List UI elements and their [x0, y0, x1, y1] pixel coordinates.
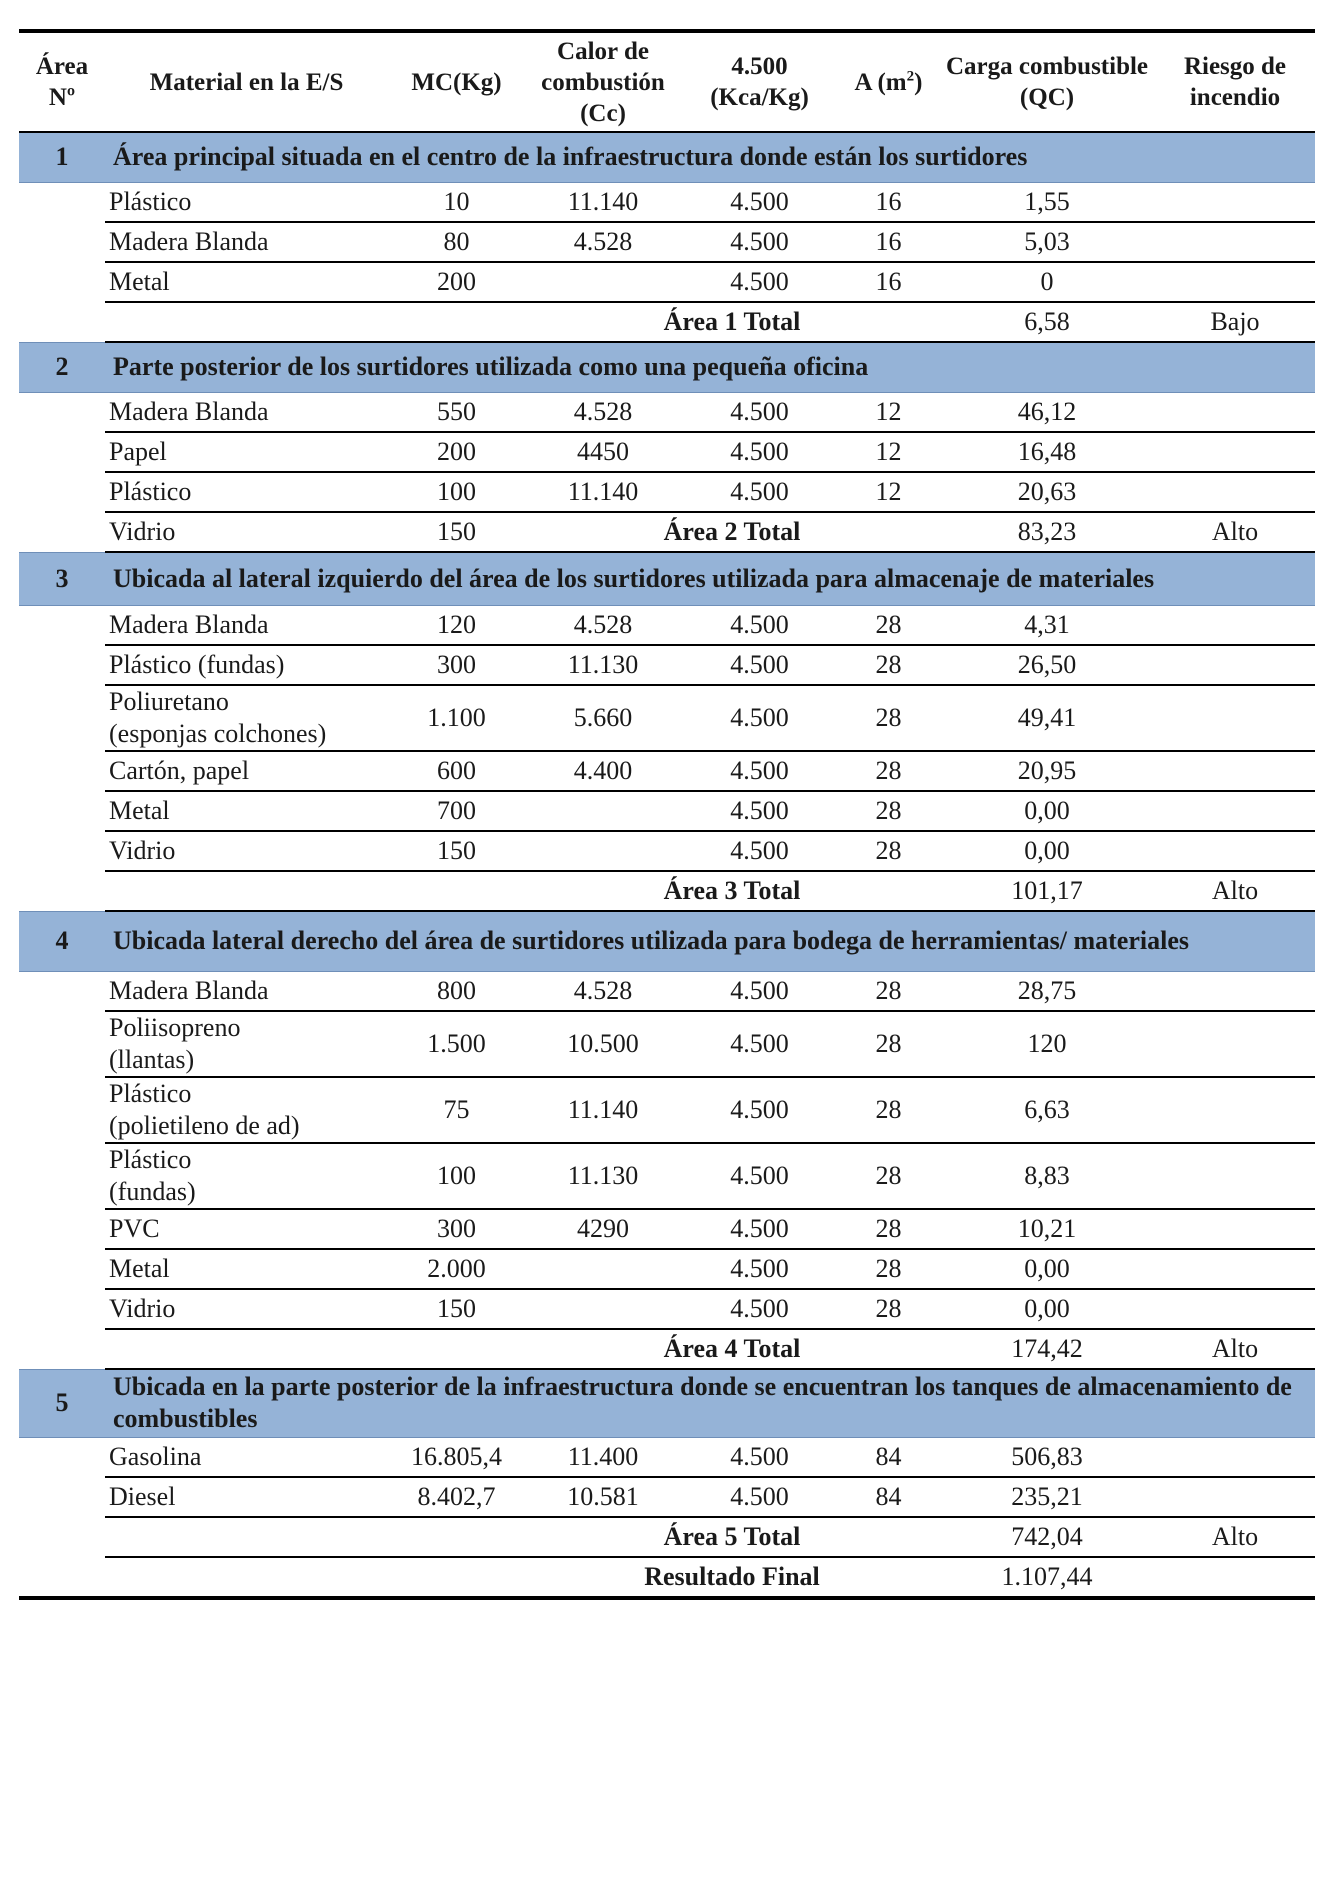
row-kca: 4.500: [681, 1077, 838, 1143]
row-a: 28: [838, 1249, 939, 1289]
row-empty-area: [19, 751, 105, 791]
row-material-line-2: (polietileno de ad): [109, 1111, 300, 1140]
total-mc: [388, 1329, 525, 1369]
row-material-line-2: (esponjas colchones): [109, 719, 327, 748]
area-total-value: 742,04: [939, 1517, 1155, 1557]
total-mc: [388, 302, 525, 342]
row-cc: 10.500: [525, 1011, 681, 1077]
row-material-line: PVC: [109, 1214, 160, 1243]
table-row: [19, 831, 1315, 871]
row-cc: 11.130: [525, 1143, 681, 1209]
row-kca: 4.500: [681, 392, 838, 432]
area-total-value: 83,23: [939, 512, 1155, 552]
row-qc: 0: [939, 262, 1155, 302]
total-material: [105, 302, 388, 342]
total-material: Vidrio: [105, 512, 388, 552]
row-qc: 26,50: [939, 645, 1155, 685]
row-mc: 800: [388, 971, 525, 1011]
row-material-line-2: (llantas): [109, 1045, 195, 1074]
total-material: [105, 1517, 388, 1557]
row-riesgo: [1155, 1209, 1315, 1249]
row-riesgo: [1155, 1477, 1315, 1517]
row-riesgo: [1155, 182, 1315, 222]
row-mc: 300: [388, 645, 525, 685]
row-riesgo: [1155, 472, 1315, 512]
row-material: [105, 1289, 388, 1329]
row-qc: 28,75: [939, 971, 1155, 1011]
row-kca: 4.500: [681, 685, 838, 751]
row-material-line: Poliisopreno: [109, 1013, 241, 1042]
table-row: [19, 262, 1315, 302]
row-cc: [525, 262, 681, 302]
table-row: [19, 1437, 1315, 1477]
area-risk: Alto: [1155, 512, 1315, 552]
row-riesgo: [1155, 1437, 1315, 1477]
row-material-line: Plástico: [109, 1079, 192, 1108]
row-material-line: Madera Blanda: [109, 227, 269, 256]
row-mc: 1.100: [388, 685, 525, 751]
row-empty-area: [19, 392, 105, 432]
row-kca: 4.500: [681, 791, 838, 831]
row-cc: 5.660: [525, 685, 681, 751]
table-row: [19, 182, 1315, 222]
row-a: 28: [838, 1209, 939, 1249]
total-material: [105, 871, 388, 911]
header-area-m2-sup: 2: [906, 68, 915, 85]
row-material: [105, 1209, 388, 1249]
area-total-row: [19, 1329, 1315, 1369]
row-mc: 100: [388, 1143, 525, 1209]
row-a: 28: [838, 1143, 939, 1209]
area-risk: Alto: [1155, 1329, 1315, 1369]
row-kca: 4.500: [681, 1209, 838, 1249]
area-total-label: Área 3 Total: [525, 871, 939, 911]
row-cc: 4.528: [525, 392, 681, 432]
row-qc: 46,12: [939, 392, 1155, 432]
row-mc: 150: [388, 1289, 525, 1329]
row-qc: 0,00: [939, 791, 1155, 831]
table-row: [19, 1077, 1315, 1143]
row-cc: 4.528: [525, 605, 681, 645]
row-empty-area: [19, 432, 105, 472]
row-qc: 120: [939, 1011, 1155, 1077]
header-area-m2: [838, 31, 939, 132]
row-kca: 4.500: [681, 1289, 838, 1329]
row-empty-area: [19, 1477, 105, 1517]
final-label: Resultado Final: [525, 1557, 939, 1598]
row-empty-area: [19, 971, 105, 1011]
row-cc: [525, 791, 681, 831]
row-mc: 600: [388, 751, 525, 791]
row-cc: [525, 1289, 681, 1329]
area-number: 5: [19, 1369, 105, 1437]
table-row: [19, 1289, 1315, 1329]
row-mc: 75: [388, 1077, 525, 1143]
row-a: 84: [838, 1477, 939, 1517]
row-material: [105, 182, 388, 222]
row-a: 28: [838, 971, 939, 1011]
table-row: [19, 685, 1315, 751]
row-material: [105, 1011, 388, 1077]
row-kca: 4.500: [681, 182, 838, 222]
area-total-row: [19, 871, 1315, 911]
row-material-line: Metal: [109, 1254, 170, 1283]
table-row: [19, 605, 1315, 645]
total-mc: 150: [388, 512, 525, 552]
row-riesgo: [1155, 432, 1315, 472]
table-row: [19, 222, 1315, 262]
area-number: 4: [19, 911, 105, 971]
row-a: 28: [838, 1289, 939, 1329]
table-row: [19, 432, 1315, 472]
table-row: [19, 1011, 1315, 1077]
row-material-line: Madera Blanda: [109, 396, 269, 426]
row-qc: 20,63: [939, 472, 1155, 512]
row-material-line: Plástico: [109, 1145, 192, 1174]
row-material-line: Gasolina: [109, 1441, 202, 1471]
row-material-line: Papel: [109, 437, 167, 466]
row-a: 12: [838, 432, 939, 472]
total-material: [105, 1329, 388, 1369]
row-kca: 4.500: [681, 222, 838, 262]
area-number: 1: [19, 132, 105, 182]
row-mc: 200: [388, 262, 525, 302]
table-row: [19, 1209, 1315, 1249]
row-cc: [525, 831, 681, 871]
row-empty-area: [19, 1289, 105, 1329]
row-empty-area: [19, 1077, 105, 1143]
final-empty: [19, 1557, 525, 1598]
header-calor: Calor de combustión (Cc): [541, 37, 665, 127]
area-header-row: [19, 342, 1315, 392]
row-mc: 16.805,4: [388, 1437, 525, 1477]
row-empty-area: [19, 685, 105, 751]
row-a: 28: [838, 1011, 939, 1077]
row-riesgo: [1155, 645, 1315, 685]
fire-load-table: [19, 29, 1315, 1600]
row-material: [105, 645, 388, 685]
row-material: [105, 392, 388, 432]
area-title: Ubicada lateral derecho del área de surtidores utilizada para bodega de herramientas/ materiales: [105, 911, 1315, 971]
row-qc: 8,83: [939, 1143, 1155, 1209]
area-number: 2: [19, 342, 105, 392]
row-a: 16: [838, 262, 939, 302]
row-a: 28: [838, 751, 939, 791]
row-riesgo: [1155, 1249, 1315, 1289]
row-riesgo: [1155, 971, 1315, 1011]
row-cc: 4.528: [525, 971, 681, 1011]
row-kca: 4.500: [681, 971, 838, 1011]
row-qc: 5,03: [939, 222, 1155, 262]
row-empty-area: [19, 1011, 105, 1077]
row-a: 16: [838, 222, 939, 262]
row-cc: 11.130: [525, 645, 681, 685]
header-area-no: Área Nº: [35, 53, 89, 111]
area-title: Área principal situada en el centro de la infraestructura donde están los surtidores: [105, 132, 1315, 182]
row-qc: 20,95: [939, 751, 1155, 791]
row-material: [105, 751, 388, 791]
table-row: [19, 645, 1315, 685]
row-cc: 4290: [525, 1209, 681, 1249]
row-material-line: Cartón, papel: [109, 756, 250, 785]
row-mc: 100: [388, 472, 525, 512]
row-mc: 120: [388, 605, 525, 645]
area-header-row: [19, 132, 1315, 182]
table-row: [19, 472, 1315, 512]
area-total-value: 6,58: [939, 302, 1155, 342]
row-material-line: Plástico: [109, 477, 192, 506]
area-total-row: [19, 1517, 1315, 1557]
header-material: Material en la E/S: [149, 68, 344, 96]
row-material: [105, 472, 388, 512]
row-kca: 4.500: [681, 472, 838, 512]
total-empty-area: [19, 1329, 105, 1369]
area-total-row: [19, 512, 1315, 552]
row-mc: 300: [388, 1209, 525, 1249]
row-mc: 200: [388, 432, 525, 472]
area-number: 3: [19, 552, 105, 605]
total-empty-area: [19, 512, 105, 552]
row-riesgo: [1155, 685, 1315, 751]
row-kca: 4.500: [681, 751, 838, 791]
row-material: [105, 831, 388, 871]
row-mc: 2.000: [388, 1249, 525, 1289]
row-material: [105, 605, 388, 645]
table-row: [19, 971, 1315, 1011]
row-qc: 0,00: [939, 831, 1155, 871]
row-qc: 4,31: [939, 605, 1155, 645]
header-kca: 4.500 (Kca/Kg): [710, 53, 809, 111]
row-empty-area: [19, 262, 105, 302]
area-header-row: [19, 552, 1315, 605]
table-row: [19, 1477, 1315, 1517]
final-value: 1.107,44: [939, 1557, 1155, 1598]
row-mc: 1.500: [388, 1011, 525, 1077]
row-material-line: Madera Blanda: [109, 609, 269, 639]
row-cc: 11.140: [525, 472, 681, 512]
row-material: [105, 262, 388, 302]
row-kca: 4.500: [681, 645, 838, 685]
row-empty-area: [19, 1249, 105, 1289]
row-cc: [525, 1249, 681, 1289]
row-material-line: Metal: [109, 267, 170, 296]
table-row: [19, 1143, 1315, 1209]
total-empty-area: [19, 1517, 105, 1557]
row-empty-area: [19, 645, 105, 685]
table-row: [19, 392, 1315, 432]
row-kca: 4.500: [681, 1249, 838, 1289]
row-material: [105, 791, 388, 831]
row-qc: 16,48: [939, 432, 1155, 472]
row-material-line: Vidrio: [109, 1294, 176, 1323]
row-a: 28: [838, 605, 939, 645]
row-riesgo: [1155, 791, 1315, 831]
row-material: [105, 971, 388, 1011]
row-cc: 11.400: [525, 1437, 681, 1477]
total-mc: [388, 1517, 525, 1557]
row-qc: 235,21: [939, 1477, 1155, 1517]
area-total-label: Área 2 Total: [525, 512, 939, 552]
row-material: [105, 1077, 388, 1143]
row-empty-area: [19, 831, 105, 871]
row-riesgo: [1155, 831, 1315, 871]
row-a: 28: [838, 1077, 939, 1143]
area-risk: Alto: [1155, 871, 1315, 911]
area-header-row: [19, 1369, 1315, 1437]
row-cc: 11.140: [525, 182, 681, 222]
row-a: 28: [838, 831, 939, 871]
row-material: [105, 1143, 388, 1209]
row-material: [105, 222, 388, 262]
row-cc: 4450: [525, 432, 681, 472]
row-mc: 700: [388, 791, 525, 831]
row-empty-area: [19, 1143, 105, 1209]
row-material-line: Diesel: [109, 1482, 176, 1511]
row-kca: 4.500: [681, 262, 838, 302]
row-mc: 550: [388, 392, 525, 432]
row-a: 28: [838, 645, 939, 685]
area-total-label: Área 5 Total: [525, 1517, 939, 1557]
table-row: [19, 1249, 1315, 1289]
row-material: [105, 1477, 388, 1517]
row-material: [105, 685, 388, 751]
table-row: [19, 791, 1315, 831]
row-riesgo: [1155, 1077, 1315, 1143]
row-material-line: Vidrio: [109, 836, 176, 865]
row-cc: 10.581: [525, 1477, 681, 1517]
area-total-label: Área 1 Total: [525, 302, 939, 342]
row-qc: 10,21: [939, 1209, 1155, 1249]
row-empty-area: [19, 1437, 105, 1477]
area-risk: Bajo: [1155, 302, 1315, 342]
row-kca: 4.500: [681, 432, 838, 472]
row-a: 84: [838, 1437, 939, 1477]
row-kca: 4.500: [681, 1143, 838, 1209]
row-a: 28: [838, 791, 939, 831]
row-kca: 4.500: [681, 1437, 838, 1477]
row-mc: 8.402,7: [388, 1477, 525, 1517]
table-row: [19, 751, 1315, 791]
row-kca: 4.500: [681, 605, 838, 645]
area-title: Parte posterior de los surtidores utilizada como una pequeña oficina: [105, 342, 1315, 392]
area-total-value: 101,17: [939, 871, 1155, 911]
row-material: [105, 1249, 388, 1289]
row-mc: 80: [388, 222, 525, 262]
header-row: [19, 31, 1315, 132]
row-empty-area: [19, 182, 105, 222]
row-a: 12: [838, 392, 939, 432]
header-area-m2-close: ): [914, 68, 923, 96]
header-riesgo: Riesgo de incendio: [1183, 53, 1287, 111]
row-material-line: Plástico: [109, 186, 192, 216]
row-riesgo: [1155, 605, 1315, 645]
area-title: Ubicada al lateral izquierdo del área de los surtidores utilizada para almacenaje de materiales: [105, 552, 1315, 605]
row-riesgo: [1155, 392, 1315, 432]
row-cc: 4.528: [525, 222, 681, 262]
row-riesgo: [1155, 222, 1315, 262]
row-a: 28: [838, 685, 939, 751]
row-mc: 150: [388, 831, 525, 871]
area-title: Ubicada en la parte posterior de la infraestructura donde se encuentran los tanques de almacenamiento de combustibles: [105, 1369, 1315, 1437]
area-total-label: Área 4 Total: [525, 1329, 939, 1369]
row-qc: 49,41: [939, 685, 1155, 751]
row-riesgo: [1155, 262, 1315, 302]
row-empty-area: [19, 472, 105, 512]
total-mc: [388, 871, 525, 911]
row-a: 12: [838, 472, 939, 512]
row-kca: 4.500: [681, 831, 838, 871]
area-total-value: 174,42: [939, 1329, 1155, 1369]
row-material-line: Madera Blanda: [109, 975, 269, 1005]
total-empty-area: [19, 871, 105, 911]
final-empty-risk: [1155, 1557, 1315, 1598]
row-qc: 0,00: [939, 1249, 1155, 1289]
row-kca: 4.500: [681, 1011, 838, 1077]
row-empty-area: [19, 222, 105, 262]
row-riesgo: [1155, 1289, 1315, 1329]
total-empty-area: [19, 302, 105, 342]
header-area-m2-label: A (m: [854, 68, 907, 96]
row-material: [105, 432, 388, 472]
row-riesgo: [1155, 751, 1315, 791]
row-empty-area: [19, 791, 105, 831]
row-material-line: Poliuretano: [109, 687, 229, 716]
row-riesgo: [1155, 1143, 1315, 1209]
final-row: [19, 1557, 1315, 1598]
area-total-row: [19, 302, 1315, 342]
row-material: [105, 1437, 388, 1477]
row-qc: 506,83: [939, 1437, 1155, 1477]
row-material-line: Plástico (fundas): [109, 650, 285, 679]
header-carga: Carga combustible (QC): [945, 53, 1149, 111]
row-riesgo: [1155, 1011, 1315, 1077]
row-kca: 4.500: [681, 1477, 838, 1517]
row-empty-area: [19, 605, 105, 645]
row-material-line: Metal: [109, 796, 170, 825]
row-qc: 0,00: [939, 1289, 1155, 1329]
row-a: 16: [838, 182, 939, 222]
table-body: [19, 132, 1315, 1598]
row-qc: 6,63: [939, 1077, 1155, 1143]
header-mc: MC(Kg): [411, 68, 502, 96]
area-risk: Alto: [1155, 1517, 1315, 1557]
row-empty-area: [19, 1209, 105, 1249]
row-mc: 10: [388, 182, 525, 222]
row-cc: 4.400: [525, 751, 681, 791]
area-header-row: [19, 911, 1315, 971]
row-qc: 1,55: [939, 182, 1155, 222]
row-material-line-2: (fundas): [109, 1177, 196, 1206]
row-cc: 11.140: [525, 1077, 681, 1143]
